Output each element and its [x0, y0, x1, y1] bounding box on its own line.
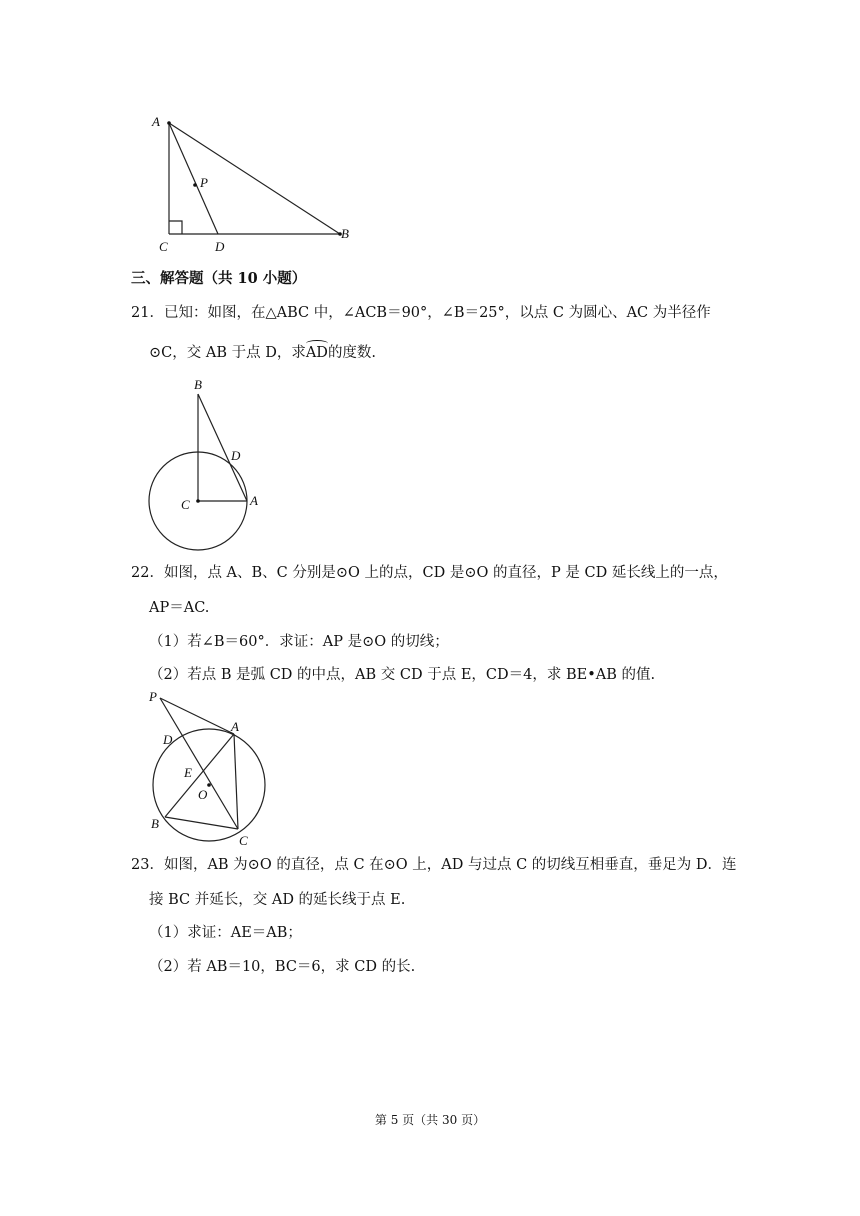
q23-part2: （2）若 AB＝10，BC＝6，求 CD 的长. — [149, 959, 416, 975]
q21-figure — [140, 372, 280, 554]
fig20-label-c: C — [159, 239, 168, 254]
q21-arc-ad: AD — [305, 345, 328, 361]
q22-label-a: A — [231, 719, 239, 734]
q22-label-e: E — [184, 765, 192, 780]
q22-part1: （1）若∠B＝60°．求证：AP 是⊙O 的切线； — [149, 634, 449, 650]
q21-label-b: B — [194, 377, 202, 392]
q21-line2-pre: ⊙C，交 AB 于点 D，求 — [149, 345, 306, 361]
q21-line1: 21．已知：如图，在△ABC 中，∠ACB＝90°，∠B＝25°，以点 C 为圆心、AC 为半径作 — [131, 305, 711, 321]
q21-label-c: C — [181, 497, 190, 512]
q22-line1: 22．如图，点 A、B、C 分别是⊙O 上的点，CD 是⊙O 的直径，P 是 CD 延长线上的一点， — [131, 565, 728, 581]
q22-part2: （2）若点 B 是弧 CD 的中点，AB 交 CD 于点 E，CD＝4，求 BE•AB 的值. — [149, 667, 656, 683]
fig20-label-d: D — [215, 239, 225, 254]
q22-label-o: O — [198, 787, 208, 802]
section-title: 三、解答题（共 10 小题） — [131, 270, 307, 287]
fig20-label-b: B — [341, 226, 349, 241]
q22-label-b: B — [151, 816, 159, 831]
q21-line2-post: 的度数. — [327, 345, 377, 361]
q22-label-c: C — [239, 833, 248, 848]
q23-line1: 23．如图，AB 为⊙O 的直径，点 C 在⊙O 上，AD 与过点 C 的切线互相垂直，垂足为 D．连 — [131, 857, 737, 873]
q21-line2 — [149, 343, 376, 363]
q23-line2: 接 BC 并延长，交 AD 的延长线于点 E. — [149, 892, 406, 908]
q21-label-d: D — [231, 448, 241, 463]
q22-label-d: D — [163, 732, 173, 747]
fig20-label-p: P — [200, 175, 208, 190]
page-footer: 第 5 页（共 30 页） — [374, 1113, 486, 1127]
fig20-triangle-figure — [140, 108, 370, 258]
q22-line2: AP＝AC. — [149, 600, 210, 616]
q23-part1: （1）求证：AE＝AB； — [149, 925, 302, 941]
fig20-label-a: A — [152, 114, 160, 129]
q22-figure — [140, 688, 280, 850]
q22-label-p: P — [149, 689, 157, 704]
q21-label-a: A — [250, 493, 258, 508]
